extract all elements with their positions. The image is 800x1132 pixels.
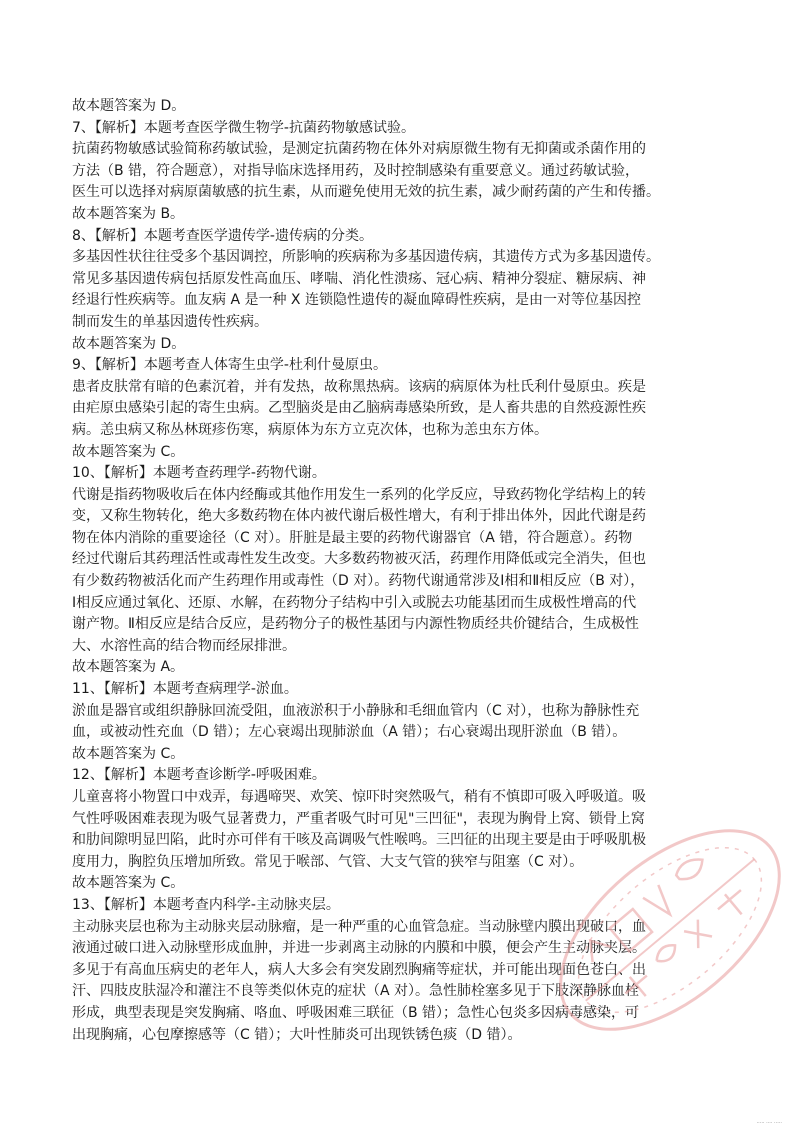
text-line: 主动脉夹层也称为主动脉夹层动脉瘤，是一种严重的心血管急症。当动脉壁内膜出现破口，血 (72, 918, 646, 935)
text-line: 故本题答案为 D。 (72, 98, 186, 114)
text-line: 制而发生的单基因遗传性疾病。 (72, 313, 268, 330)
text-line: 12、【解析】本题考查诊断学-呼吸困难。 (72, 767, 326, 784)
text-line: 形成，典型表现是突发胸痛、咯血、呼吸困难三联征（B 错）；急性心包炎多因病毒感染，可 (72, 1004, 640, 1021)
text-line: 物在体内消除的重要途径（C 对）。肝脏是最主要的药物代谢器官（A 错，符合题意）。药物 (72, 529, 633, 546)
text-line: 液通过破口进入动脉壁形成血肿，并进一步剥离主动脉的内膜和中膜，便会产生主动脉夹层。 (72, 940, 646, 957)
text-line: 医生可以选择对病原菌敏感的抗生素，从而避免使用无效的抗生素，减少耐药菌的产生和传播。 (72, 184, 660, 201)
text-line: 11、【解析】本题考查病理学-淤血。 (72, 681, 298, 698)
text-line: 汗、四肢皮肤湿冷和灌注不良等类似休克的症状（A 对）。急性肺栓塞多见于下肢深静脉血栓 (72, 983, 640, 1000)
text-line: 代谢是指药物吸收后在体内经酶或其他作用发生一系列的化学反应，导致药物化学结构上的转 (72, 486, 646, 503)
text-line: Ⅰ相反应通过氧化、还原、水解，在药物分子结构中引入或脱去功能基团而生成极性增高的代 (72, 594, 637, 611)
text-line: 和肋间隙明显凹陷，此时亦可伴有干咳及高调吸气性喉鸣。三凹征的出现主要是由于呼吸肌极 (72, 832, 646, 849)
text-line: 血，或被动性充血（D 错）；左心衰竭出现肺淤血（A 错）；右心衰竭出现肝淤血（B 错）。 (72, 724, 627, 741)
text-line: 病。恙虫病又称丛林斑疹伤寒，病原体为东方立克次体，也称为恙虫东方体。 (72, 421, 548, 438)
text-line: 经过代谢后其药理活性或毒性发生改变。大多数药物被灭活，药理作用降低或完全消失，但也 (72, 551, 646, 568)
text-line: 谢产物。Ⅱ相反应是结合反应，是药物分子的极性基团与内源性物质经共价键结合，生成极性 (72, 616, 639, 633)
text-line: 经退行性疾病等。血友病 A 是一种 X 连锁隐性遗传的凝血障碍性疾病，是由一对等位基因控 (72, 292, 641, 309)
text-line: 故本题答案为 C。 (72, 443, 185, 460)
text-line: 9、【解析】本题考查人体寄生虫学-杜利什曼原虫。 (72, 357, 387, 374)
text-line: 大、水溶性高的结合物而经尿排泄。 (72, 637, 296, 654)
text-line: 故本题答案为 C。 (72, 745, 185, 762)
text-line: 度用力，胸腔负压增加所致。常见于喉部、气管、大支气管的狭窄与阻塞（C 对）。 (72, 853, 584, 870)
text-line: 出现胸痛，心包摩擦感等（C 错）；大叶性肺炎可出现铁锈色痰（D 错）。 (72, 1026, 522, 1043)
text-line: 变，又称生物转化，绝大多数药物在体内被代谢后极性增大，有利于排出体外，因此代谢是药 (72, 508, 646, 525)
text-line: 多基因性状往往受多个基因调控，所影响的疾病称为多基因遗传病，其遗传方式为多基因遗传。 (72, 249, 660, 266)
text-line: 7、【解析】本题考查医学微生物学-抗菌药物敏感试验。 (72, 119, 415, 136)
page-footer-mark: ····· ···· ····· (756, 1120, 782, 1126)
text-line: 13、【解析】本题考查内科学-主动脉夹层。 (72, 896, 340, 913)
text-line: 8、【解析】本题考查医学遗传学-遗传病的分类。 (72, 227, 373, 244)
text-line: 淤血是器官或组织静脉回流受阻，血液淤积于小静脉和毛细血管内（C 对），也称为静脉性充 (72, 702, 640, 719)
text-line: 故本题答案为 D。 (72, 335, 186, 352)
text-line: 故本题答案为 A。 (72, 659, 185, 676)
text-line: 常见多基因遗传病包括原发性高血压、哮喘、消化性溃疡、冠心病、精神分裂症、糖尿病、神 (72, 270, 646, 287)
text-line: 故本题答案为 B。 (72, 205, 185, 222)
document-body (72, 96, 728, 1046)
text-line: 方法（B 错，符合题意），对指导临床选择用药，及时控制感染有重要意义。通过药敏试验， (72, 162, 640, 179)
text-line: 有少数药物被活化而产生药理作用或毒性（D 对）。药物代谢通常涉及Ⅰ相和Ⅱ相反应（B 对）， (72, 573, 645, 590)
text-line: 故本题答案为 C。 (72, 875, 185, 892)
text-line: 患者皮肤常有暗的色素沉着，并有发热，故称黑热病。该病的病原体为杜氏利什曼原虫。疾是 (72, 378, 646, 395)
text-line: 儿童喜将小物置口中戏弄，每遇啼哭、欢笑、惊吓时突然吸气，稍有不慎即可吸入呼吸道。吸 (72, 789, 646, 805)
text-line: 多见于有高血压病史的老年人，病人大多会有突发剧烈胸痛等症状，并可能出现面色苍白、出 (72, 961, 646, 978)
text-line: 由疟原虫感染引起的寄生虫病。乙型脑炎是由乙脑病毒感染所致，是人畜共患的自然疫源性疾 (72, 400, 646, 417)
text-line: 10、【解析】本题考查药理学-药物代谢。 (72, 465, 326, 482)
text-line: 气性呼吸困难表现为吸气显著费力，严重者吸气时可见"三凹征"，表现为胸骨上窝、锁骨上窝 (72, 810, 645, 827)
text-line: 抗菌药物敏感试验简称药敏试验，是测定抗菌药物在体外对病原微生物有无抑菌或杀菌作用的 (72, 141, 646, 158)
